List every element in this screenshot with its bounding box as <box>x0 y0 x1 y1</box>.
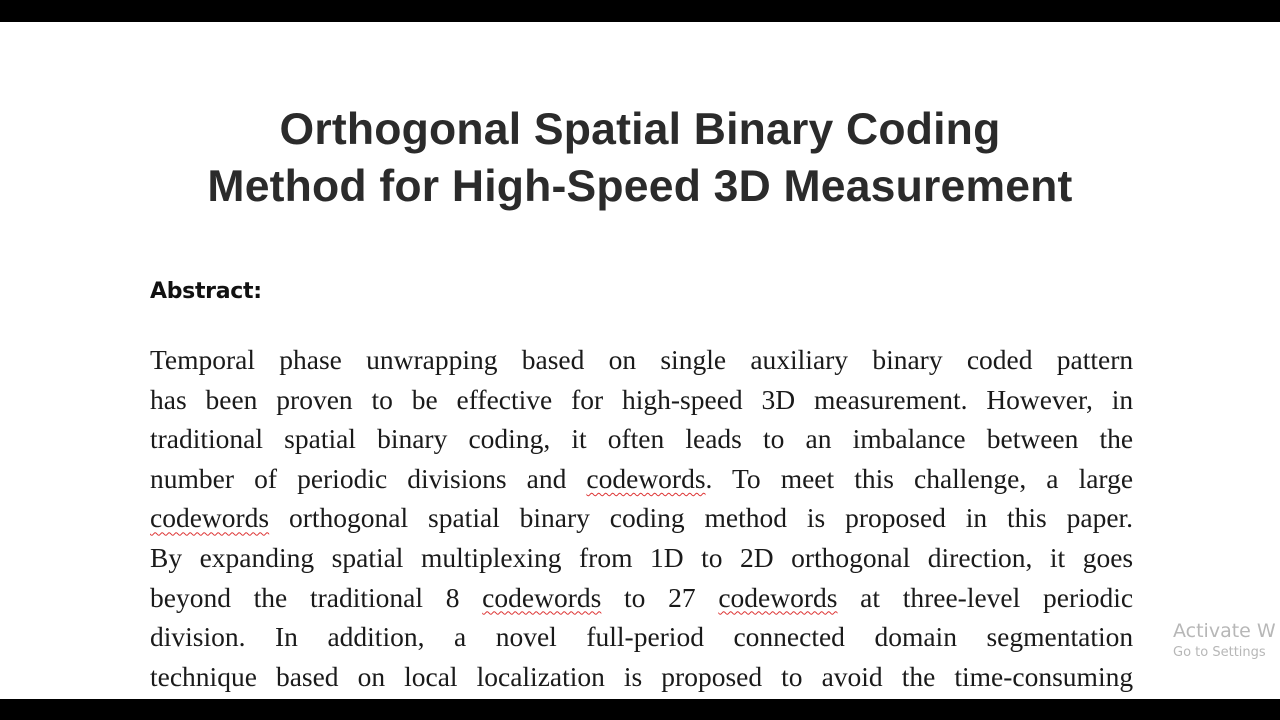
spellcheck-flagged-word: codewords <box>586 462 706 494</box>
abstract-line <box>150 657 1133 697</box>
word: to <box>371 383 393 415</box>
word: direction, <box>927 541 1033 573</box>
spellcheck-flagged-word: codewords <box>482 581 602 613</box>
word: traditional <box>150 423 264 455</box>
word: is <box>623 660 643 692</box>
word: number <box>150 462 235 494</box>
word: high-speed <box>622 383 743 415</box>
letterbox-top-bar <box>0 0 1280 22</box>
word: is <box>806 502 826 534</box>
word: coding, <box>468 423 551 455</box>
word: proposed <box>845 502 946 534</box>
word: the <box>1099 423 1134 455</box>
word: divisions <box>407 462 507 494</box>
word: proven <box>276 383 353 415</box>
word: based <box>521 344 585 375</box>
word: has <box>150 383 187 415</box>
word: avoid <box>821 660 883 692</box>
word: pattern <box>1056 344 1134 375</box>
word: local <box>404 660 458 692</box>
word: from <box>579 541 633 573</box>
word: unwrapping <box>366 344 498 375</box>
watermark-title: Activate W <box>1173 620 1276 642</box>
word: spatial <box>331 541 404 573</box>
word: a <box>1046 462 1059 494</box>
word: . <box>705 462 713 494</box>
abstract-heading: Abstract: <box>150 279 262 304</box>
word: However, <box>986 383 1093 415</box>
word: been <box>205 383 258 415</box>
word: technique <box>150 660 257 692</box>
word: of <box>254 462 277 494</box>
word: to <box>781 660 803 692</box>
word: this <box>854 462 894 494</box>
word: full-period <box>586 621 704 653</box>
word: 1D <box>649 541 684 573</box>
word: to <box>624 581 646 613</box>
word: spatial <box>284 423 356 455</box>
title-line-2: Method for High-Speed 3D Measurement <box>207 162 1073 211</box>
word: coded <box>966 344 1033 375</box>
watermark-subtitle: Go to Settings <box>1173 645 1266 660</box>
word: often <box>607 423 665 455</box>
abstract-line <box>150 380 1133 420</box>
word: To <box>731 462 761 494</box>
word: method <box>704 502 788 534</box>
word: to <box>701 541 723 573</box>
word: this <box>1007 502 1047 534</box>
word: coding <box>609 502 685 534</box>
word: a <box>453 621 467 653</box>
abstract-line <box>150 578 1133 618</box>
word: traditional <box>309 581 424 613</box>
word: at <box>860 581 881 613</box>
word: Temporal <box>150 344 255 375</box>
word: single <box>660 344 727 375</box>
word: three-level <box>902 581 1021 613</box>
word: binary <box>872 344 943 375</box>
word: it <box>1049 541 1066 573</box>
abstract-body <box>150 340 1133 696</box>
abstract-line <box>150 459 1133 499</box>
word: spatial <box>428 502 500 534</box>
word: challenge, <box>914 462 1027 494</box>
word: imbalance <box>852 423 966 455</box>
word: binary <box>519 502 590 534</box>
word: goes <box>1082 541 1134 573</box>
word: proposed <box>661 660 763 692</box>
word: 2D <box>740 541 774 573</box>
word: for <box>571 383 604 415</box>
word: measurement. <box>813 383 968 415</box>
word: multiplexing <box>420 541 562 573</box>
word: 8 <box>445 581 460 613</box>
abstract-line <box>150 538 1133 578</box>
word: leads <box>685 423 742 455</box>
word: domain <box>874 621 957 653</box>
word: 3D <box>761 383 796 415</box>
activate-windows-watermark <box>1173 619 1276 663</box>
abstract-line <box>150 617 1133 657</box>
word: expanding <box>199 541 315 573</box>
abstract-line <box>150 340 1133 380</box>
word: beyond <box>150 581 231 613</box>
word: connected <box>733 621 845 653</box>
abstract-line <box>150 498 1133 538</box>
word: based <box>275 660 339 692</box>
word: auxiliary <box>750 344 849 375</box>
word: be <box>411 383 438 415</box>
spellcheck-flagged-word: codewords <box>718 581 838 613</box>
abstract-line <box>150 419 1133 459</box>
word: novel <box>495 621 557 653</box>
word: addition, <box>327 621 425 653</box>
word: and <box>526 462 567 494</box>
word: localization <box>476 660 605 692</box>
word: effective <box>456 383 553 415</box>
word: In <box>275 621 298 653</box>
word: to <box>763 423 785 455</box>
letterbox-bottom-bar <box>0 699 1280 720</box>
word: meet <box>780 462 835 494</box>
word: in <box>1111 383 1134 415</box>
word: the <box>901 660 936 692</box>
document-title <box>130 101 1150 215</box>
word: in <box>965 502 988 534</box>
word: segmentation <box>986 621 1134 653</box>
word: on <box>357 660 386 692</box>
title-line-1: Orthogonal Spatial Binary Coding <box>279 105 1001 154</box>
word: between <box>986 423 1079 455</box>
word: time-consuming <box>954 660 1134 692</box>
word: periodic <box>297 462 388 494</box>
word: periodic <box>1042 581 1134 613</box>
word: By <box>150 541 183 573</box>
word: binary <box>377 423 448 455</box>
word: an <box>805 423 832 455</box>
spellcheck-flagged-word: codewords <box>150 502 270 534</box>
word: orthogonal <box>289 502 409 534</box>
word: phase <box>279 344 342 375</box>
word: large <box>1078 462 1134 494</box>
document-page <box>0 22 1280 699</box>
word: the <box>253 581 288 613</box>
word: orthogonal <box>791 541 911 573</box>
word: 27 <box>668 581 696 613</box>
word: paper. <box>1066 502 1134 534</box>
word: it <box>571 423 587 455</box>
word: on <box>608 344 637 375</box>
word: division. <box>150 621 246 653</box>
